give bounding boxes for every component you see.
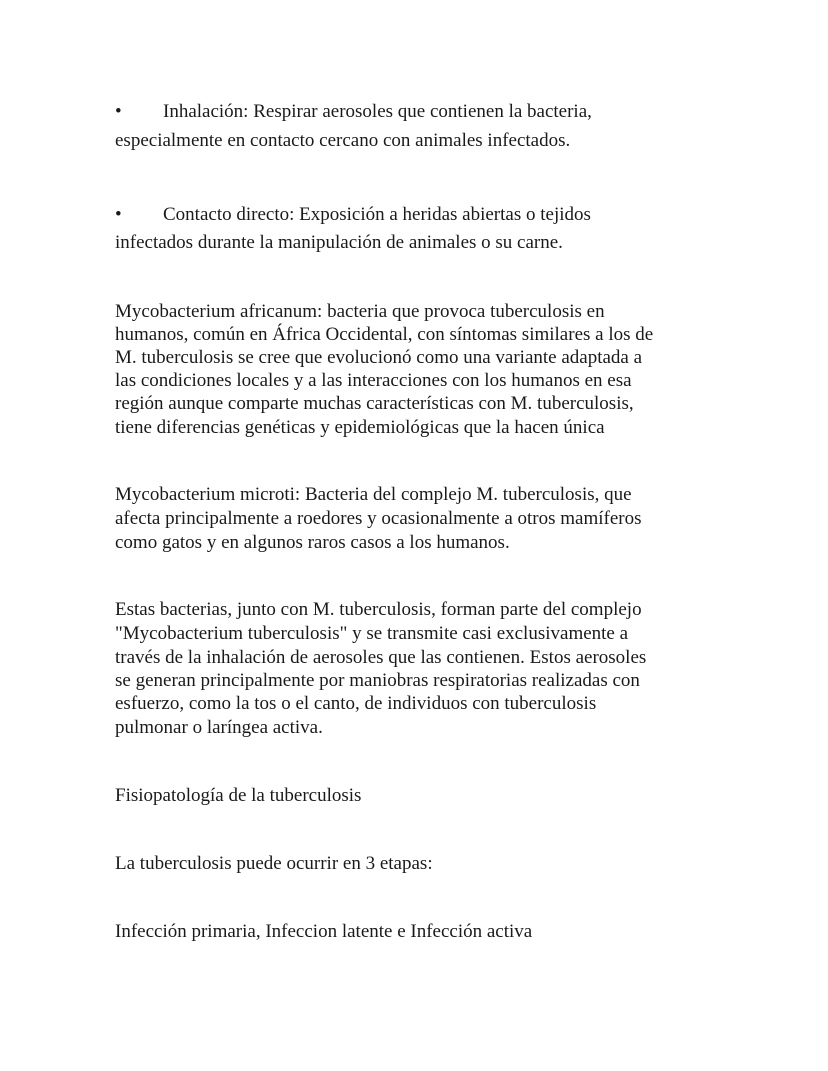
- text-line: como gatos y en algunos raros casos a los humanos.: [115, 532, 510, 553]
- text-line: través de la inhalación de aerosoles que las contienen. Estos aerosoles: [115, 647, 647, 668]
- stages-list: Infección primaria, Infeccion latente e Infección activa: [115, 921, 533, 942]
- bullet-text: Inhalación: Respirar aerosoles que contienen la bacteria,: [163, 101, 592, 122]
- text-line: afecta principalmente a roedores y ocasionalmente a otros mamíferos: [115, 508, 642, 529]
- text-line: esfuerzo, como la tos o el canto, de individuos con tuberculosis: [115, 693, 597, 714]
- text-line: Mycobacterium microti: Bacteria del complejo M. tuberculosis, que: [115, 484, 632, 505]
- text-line: humanos, común en África Occidental, con síntomas similares a los de: [115, 324, 654, 345]
- bullet-text-continued: especialmente en contacto cercano con animales infectados.: [115, 130, 571, 151]
- text-line: las condiciones locales y a las interacciones con los humanos en esa: [115, 370, 632, 391]
- text-line: pulmonar o laríngea activa.: [115, 717, 323, 738]
- bullet-text: Contacto directo: Exposición a heridas abiertas o tejidos: [163, 204, 591, 225]
- bullet-icon: •: [115, 204, 122, 225]
- text-line: se generan principalmente por maniobras respiratorias realizadas con: [115, 670, 640, 691]
- text-line: M. tuberculosis se cree que evolucionó como una variante adaptada a: [115, 347, 643, 368]
- text-line: "Mycobacterium tuberculosis" y se transmite casi exclusivamente a: [115, 623, 629, 644]
- bullet-text-continued: infectados durante la manipulación de animales o su carne.: [115, 232, 563, 253]
- text-line: región aunque comparte muchas características con M. tuberculosis,: [115, 393, 634, 414]
- stages-intro: La tuberculosis puede ocurrir en 3 etapas:: [115, 853, 433, 874]
- text-line: tiene diferencias genéticas y epidemiológicas que la hacen única: [115, 417, 605, 438]
- bullet-icon: •: [115, 101, 122, 122]
- text-line: Estas bacterias, junto con M. tuberculosis, forman parte del complejo: [115, 599, 642, 620]
- section-heading: Fisiopatología de la tuberculosis: [115, 785, 362, 806]
- text-line: Mycobacterium africanum: bacteria que provoca tuberculosis en: [115, 301, 605, 322]
